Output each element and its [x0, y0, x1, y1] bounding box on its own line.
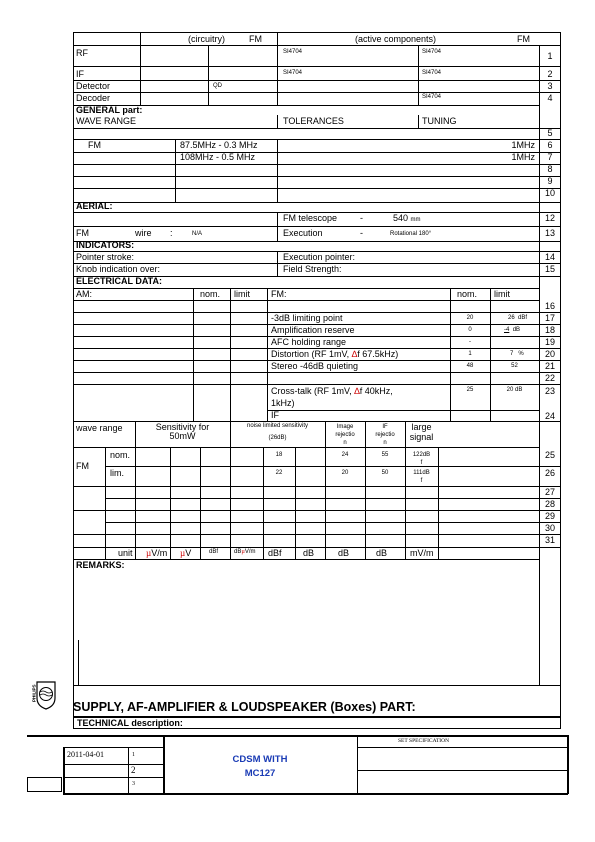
general-tuning: TUNING [422, 116, 457, 126]
footer-model: CDSM WITH MC127 [232, 754, 288, 779]
row-num: 21 [544, 361, 555, 371]
aerial-colon: : [170, 228, 173, 238]
aerial-telescope-label: FM telescope [283, 213, 338, 223]
component-detector-qd: QD [213, 83, 222, 89]
unit-db-uv-m: dBµV/m [234, 549, 256, 555]
fm-distortion: Distortion (RF 1mV, ∆f 67.5kHz) [271, 349, 399, 359]
general-tuning-2: 1MHz [511, 152, 535, 162]
fm-stereo-nom: 48 [466, 363, 474, 369]
aerial-wire: wire [135, 228, 152, 238]
row-num: 26 [544, 468, 555, 478]
row-num: 6 [547, 140, 553, 150]
unit-db-3: dB [376, 548, 388, 558]
aerial-dash: - [360, 213, 363, 223]
row-num: 30 [544, 523, 555, 533]
row-num: 8 [547, 164, 553, 174]
row-num: 24 [544, 411, 555, 421]
fm-afc-nom: - [469, 339, 471, 345]
row-num: 10 [544, 188, 555, 198]
row-num: 29 [544, 511, 555, 521]
component-rf-chip-2: SI4704 [422, 49, 442, 55]
row-num: 13 [544, 228, 555, 238]
fm-amplification-reserve: Amplification reserve [271, 325, 355, 335]
electrical-fm: FM: [271, 289, 287, 299]
general-band-fm: FM [88, 140, 101, 150]
electrical-am-nom: nom. [200, 289, 221, 299]
fm-afc-holding-range: AFC holding range [271, 337, 347, 347]
component-detector-label: Detector [76, 81, 111, 91]
sens-image-rejection: Image rejectio n [335, 424, 355, 446]
general-tuning-1: 1MHz [511, 140, 535, 150]
unit-db-2: dB [338, 548, 350, 558]
fm-cross-talk: Cross-talk (RF 1mV, ∆f 40kHz, [271, 386, 393, 396]
row-num: 4 [547, 93, 553, 103]
supply-title: SUPPLY, AF-AMPLIFIER & LOUDSPEAKER (Boxes) PART: [73, 700, 416, 714]
indicators-execution-pointer: Execution pointer: [283, 252, 356, 262]
unit-db-1: dB [303, 548, 315, 558]
header-circuitry: (circuitry) FM [188, 34, 262, 44]
sens-nom-noise: 18 [275, 452, 283, 458]
component-if-chip-1: SI4704 [283, 70, 303, 76]
aerial-rotational: Rotational 180° [390, 231, 432, 237]
unit-uv-m: µV/m [146, 548, 168, 558]
technical-description: TECHNICAL description: [77, 718, 183, 728]
sens-sensitivity-50mw: Sensitivity for 50mW [155, 422, 210, 441]
component-decoder-label: Decoder [76, 93, 111, 103]
row-num: 12 [544, 213, 555, 223]
fm-cross-talk-limit: 20 dB [506, 387, 523, 393]
row-num: 31 [544, 535, 555, 545]
fm-cross-talk-nom: 25 [466, 387, 474, 393]
component-decoder-chip: SI4704 [422, 94, 442, 100]
row-num: 3 [547, 81, 553, 91]
general-tolerances: TOLERANCES [283, 116, 344, 126]
row-num: 22 [544, 373, 555, 383]
row-num: 28 [544, 499, 555, 509]
footer-num-3: 3 [132, 781, 135, 787]
row-num: 9 [547, 176, 553, 186]
footer-num-2: 2 [131, 765, 136, 775]
aerial-na: N/A [192, 231, 203, 237]
sens-noise-limited: noise limited sensitivity (26dB) [246, 423, 309, 441]
unit-mv-m: mV/m [410, 548, 434, 558]
electrical-fm-nom: nom. [457, 289, 478, 299]
unit-dbf-2: dBf [268, 548, 282, 558]
sens-fm: FM [76, 461, 89, 471]
electrical-fm-limit: limit [494, 289, 510, 299]
row-num: 20 [544, 349, 555, 359]
philips-logo [31, 680, 58, 710]
footer-set-specification: SET SPECIFICATION [398, 738, 450, 744]
spec-form-frame [73, 32, 561, 729]
fm-amplification-nom: 0 [468, 327, 472, 333]
fm-if: IF [271, 410, 279, 420]
indicators-knob: Knob indication over: [76, 264, 161, 274]
sens-nom-large: 122dB f [412, 452, 431, 466]
sens-lim: lim. [110, 468, 124, 478]
indicators-field-strength: Field Strength: [283, 264, 342, 274]
row-num: 1 [547, 51, 553, 61]
header-fm-2: FM [517, 34, 530, 44]
component-if-chip-2: SI4704 [422, 70, 442, 76]
fm-stereo-limit: 52 [511, 363, 518, 369]
fm-limiting-nom: 20 [466, 315, 474, 321]
aerial-fm: FM [76, 228, 89, 238]
sens-wave-range: wave range [76, 423, 123, 433]
row-num: 16 [544, 301, 555, 311]
corner-box [27, 777, 62, 792]
row-num: 18 [544, 325, 555, 335]
remarks-title: REMARKS: [76, 560, 125, 570]
philips-logo-shield [31, 680, 58, 710]
aerial-telescope-value: 540 mm [393, 213, 421, 223]
component-rf-label: RF [76, 48, 88, 58]
fm-distortion-nom: 1 [468, 351, 472, 357]
row-num: 5 [547, 128, 553, 138]
component-rf-chip-1: SI4704 [283, 49, 303, 55]
footer-num-1: 1 [132, 752, 135, 758]
row-num: 27 [544, 487, 555, 497]
aerial-execution: Execution [283, 228, 323, 238]
general-title: GENERAL part: [76, 105, 143, 115]
fm-amplification-limit: -4 dB [504, 327, 521, 333]
sens-nom: nom. [110, 450, 131, 460]
aerial-dash-2: - [360, 228, 363, 238]
sens-large-signal: large signal [409, 422, 434, 442]
fm-stereo-quieting: Stereo -46dB quieting [271, 361, 359, 371]
general-range-1: 87.5MHz - 0.3 MHz [180, 140, 258, 150]
aerial-title: AERIAL: [76, 201, 113, 211]
row-num: 19 [544, 337, 555, 347]
sens-lim-image: 20 [341, 470, 349, 476]
unit-label: unit [118, 548, 133, 558]
footer-date: 2011-04-01 [67, 750, 105, 759]
row-num: 17 [544, 313, 555, 323]
row-num: 14 [544, 252, 555, 262]
header-active-components: (active components) [355, 34, 437, 44]
component-if-label: IF [76, 69, 84, 79]
electrical-am-limit: limit [234, 289, 250, 299]
fm-cross-talk-line2: 1kHz) [271, 398, 295, 408]
unit-dbf-1: dBf [209, 549, 219, 555]
general-range-2: 108MHz - 0.5 MHz [180, 152, 256, 162]
fm-limiting-limit: 26 dBf [508, 315, 528, 321]
general-wave-range: WAVE RANGE [76, 116, 137, 126]
electrical-am: AM: [76, 289, 93, 299]
philips-logo-text: PHILIPS [31, 684, 37, 703]
row-num: 25 [544, 450, 555, 460]
sens-nom-if: 55 [381, 452, 389, 458]
sens-if-rejection: IF rejectio n [375, 424, 395, 446]
sens-lim-noise: 22 [275, 470, 283, 476]
sens-nom-image: 24 [341, 452, 349, 458]
sens-lim-if: 50 [381, 470, 389, 476]
row-num: 15 [544, 264, 555, 274]
indicators-pointer-stroke: Pointer stroke: [76, 252, 135, 262]
indicators-title: INDICATORS: [76, 240, 135, 250]
row-num: 23 [544, 386, 555, 396]
fm-limiting-point: -3dB limiting point [271, 313, 343, 323]
fm-distortion-limit: 7 % [510, 351, 524, 357]
sens-lim-large: 111dB f [413, 470, 430, 484]
electrical-title: ELECTRICAL DATA: [76, 276, 162, 286]
row-num: 7 [547, 152, 553, 162]
unit-uv: µV [180, 548, 192, 558]
row-num: 2 [547, 69, 553, 79]
